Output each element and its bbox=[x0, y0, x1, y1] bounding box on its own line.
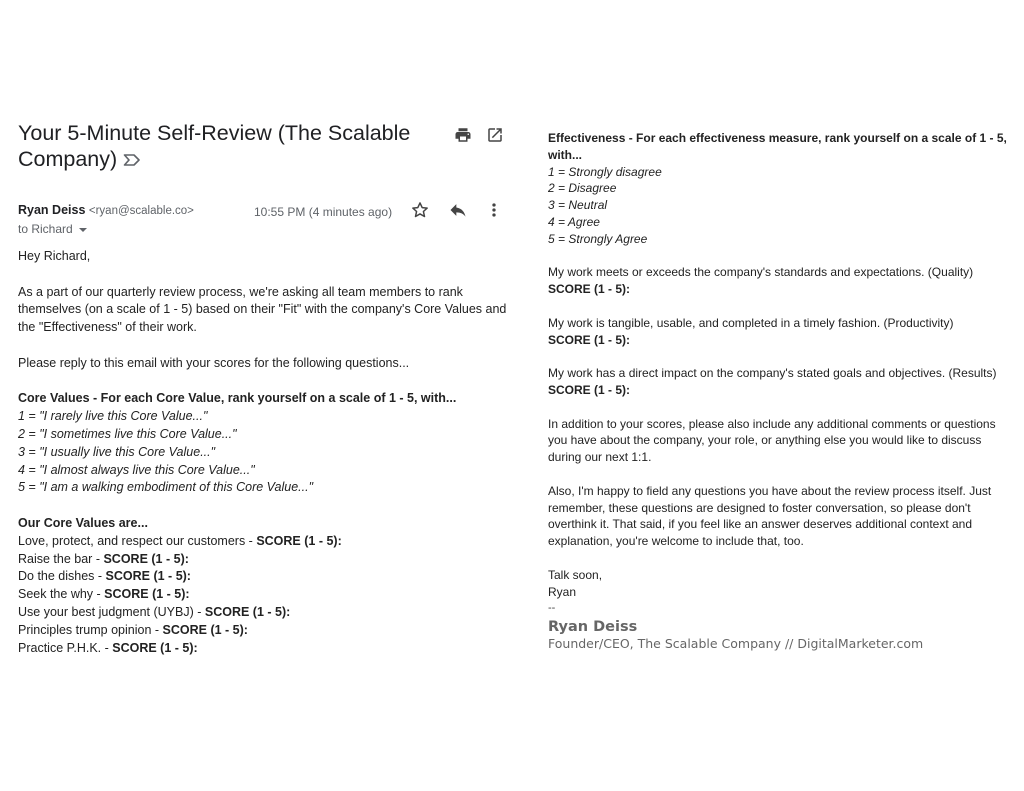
core-scale-item: 3 = "I usually live this Core Value..." bbox=[18, 444, 216, 459]
sender-email: <ryan@scalable.co> bbox=[88, 205, 194, 217]
core-scale-item: 1 = "I rarely live this Core Value..." bbox=[18, 409, 208, 424]
effectiveness-scale-item: 4 = Agree bbox=[548, 214, 600, 229]
sender-name[interactable]: Ryan Deiss bbox=[18, 203, 86, 217]
measure-score: SCORE (1 - 5): bbox=[548, 332, 631, 347]
signoff-name: Ryan bbox=[548, 584, 577, 599]
chevron-down-icon[interactable] bbox=[79, 228, 87, 232]
email-subject bbox=[18, 120, 438, 172]
effectiveness-scale-item: 1 = Strongly disagree bbox=[548, 164, 662, 179]
core-values-heading: Core Values - For each Core Value, rank yourself on a scale of 1 - 5, with... bbox=[18, 391, 457, 406]
core-scale-item: 2 = "I sometimes live this Core Value..." bbox=[18, 426, 237, 441]
reply-icon[interactable] bbox=[448, 200, 468, 220]
subject-row bbox=[18, 120, 508, 180]
core-scale-item: 4 = "I almost always live this Core Value..." bbox=[18, 462, 255, 477]
email-subject-text: Your 5-Minute Self-Review (The Scalable Company) bbox=[18, 121, 411, 171]
star-icon[interactable] bbox=[410, 200, 430, 220]
measure-text: My work is tangible, usable, and completed in a timely fashion. (Productivity) bbox=[548, 315, 954, 330]
additional-paragraph: In addition to your scores, please also include any additional comments or questions you have about the company, your role, or anything else you would like to discuss during our next 1:1. bbox=[548, 416, 996, 465]
core-value-item: Love, protect, and respect our customers - SCORE (1 - 5): bbox=[18, 533, 342, 548]
core-value-item: Practice P.H.K. - SCORE (1 - 5): bbox=[18, 640, 198, 655]
measure-score: SCORE (1 - 5): bbox=[548, 282, 631, 297]
greeting: Hey Richard, bbox=[18, 249, 91, 263]
signature-name: Ryan Deiss bbox=[548, 619, 638, 636]
sender-row bbox=[18, 203, 508, 225]
core-value-item: Principles trump opinion - SCORE (1 - 5): bbox=[18, 622, 248, 637]
also-paragraph: Also, I'm happy to field any questions you have about the review process itself. Just remember, these questions are designed to foster conversation, so please don't overthink it. That said, if you feel like an answer deserves additional context and explanation, you're welcome to include that, too. bbox=[548, 483, 992, 549]
instruction-paragraph: Please reply to this email with your scores for the following questions... bbox=[18, 355, 410, 370]
message-actions bbox=[410, 200, 502, 220]
measure-text: My work has a direct impact on the company's stated goals and objectives. (Results) bbox=[548, 366, 997, 381]
signature-title: Founder/CEO, The Scalable Company // DigitalMarketer.com bbox=[548, 635, 924, 651]
open-in-new-window-icon[interactable] bbox=[486, 126, 504, 144]
our-core-values-heading: Our Core Values are... bbox=[18, 515, 148, 530]
thread-actions bbox=[454, 126, 504, 144]
core-scale-item: 5 = "I am a walking embodiment of this Core Value..." bbox=[18, 480, 314, 495]
email-body-right bbox=[548, 130, 1008, 653]
more-vert-icon[interactable] bbox=[486, 200, 502, 220]
measure-score: SCORE (1 - 5): bbox=[548, 382, 631, 397]
effectiveness-scale-item: 3 = Neutral bbox=[548, 198, 608, 213]
label-important-icon[interactable] bbox=[123, 153, 141, 167]
intro-paragraph: As a part of our quarterly review process, we're asking all team members to rank themselves (on a scale of 1 - 5) based on their "Fit" with the company's Core Values and the "Effectiveness" of their work. bbox=[18, 284, 507, 335]
email-left-column bbox=[18, 120, 508, 657]
recipient-text: to Richard bbox=[18, 222, 73, 236]
effectiveness-heading: Effectiveness - For each effectiveness measure, rank yourself on a scale of 1 - 5, with... bbox=[548, 131, 1007, 162]
core-value-item: Raise the bar - SCORE (1 - 5): bbox=[18, 551, 189, 566]
email-body-left bbox=[18, 248, 508, 657]
email-timestamp: 10:55 PM (4 minutes ago) bbox=[254, 205, 393, 219]
core-value-item: Do the dishes - SCORE (1 - 5): bbox=[18, 569, 191, 584]
effectiveness-scale-item: 5 = Strongly Agree bbox=[548, 231, 648, 246]
print-icon[interactable] bbox=[454, 126, 472, 144]
signoff: Talk soon, bbox=[548, 567, 603, 582]
signature-separator: -- bbox=[548, 602, 556, 615]
effectiveness-scale-item: 2 = Disagree bbox=[548, 181, 617, 196]
measure-text: My work meets or exceeds the company's standards and expectations. (Quality) bbox=[548, 265, 974, 280]
core-value-item: Seek the why - SCORE (1 - 5): bbox=[18, 587, 190, 602]
core-value-item: Use your best judgment (UYBJ) - SCORE (1 - 5): bbox=[18, 604, 291, 619]
